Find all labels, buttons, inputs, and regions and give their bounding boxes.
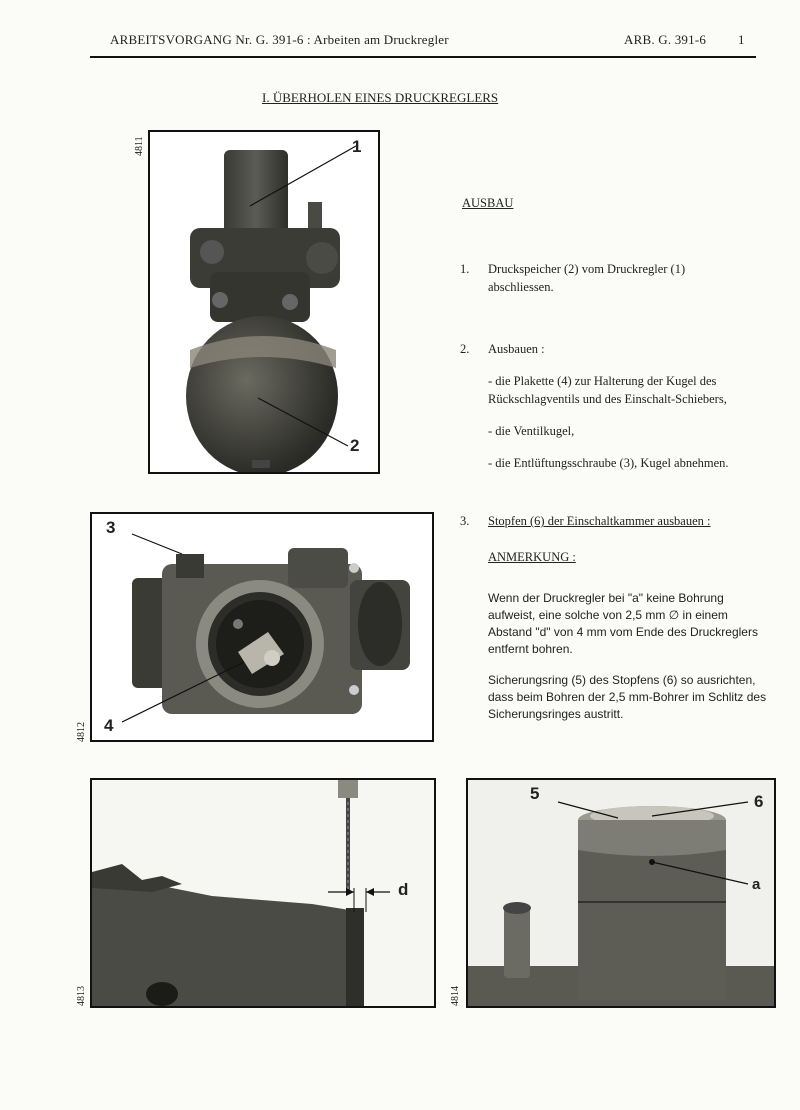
step-2-item-3: - die Entlüftungsschraube (3), Kugel abnehmen. (488, 456, 729, 470)
note-paragraph-1: Wenn der Druckregler bei "a" keine Bohrung aufweist, eine solche von 2,5 mm ∅ in einem Abstand "d" von 4 mm vom Ende des Druckreglers entfernt bohren. (488, 591, 758, 656)
figure-number-4814: 4814 (450, 986, 461, 1006)
note-paragraph-2: Sicherungsring (5) des Stopfens (6) so ausrichten, dass beim Bohren der 2,5 mm-Bohrer im Schlitz des Sicherungsringes austritt. (488, 673, 767, 721)
callout-2: 2 (350, 436, 360, 455)
figure-number-4811: 4811 (134, 136, 145, 156)
callout-6: 6 (754, 792, 764, 811)
header-title: ARBEITSVORGANG Nr. G. 391-6 : Arbeiten am Druckregler (110, 32, 449, 47)
regulator-top-photo (92, 514, 432, 740)
step-2-item-2: - die Ventilkugel, (488, 424, 575, 438)
page-number: 1 (738, 32, 745, 47)
figure-number-4813: 4813 (76, 986, 87, 1006)
drilling-photo (92, 780, 434, 1006)
header-ref: ARB. G. 391-6 (624, 32, 707, 47)
regulator-photo (150, 132, 378, 472)
figure-number-4812: 4812 (76, 722, 87, 742)
ausbau-heading: AUSBAU (462, 196, 514, 210)
callout-a: a (752, 876, 761, 893)
step-2-text: Ausbauen : (488, 342, 545, 356)
note-heading: ANMERKUNG : (488, 550, 576, 564)
callout-3: 3 (106, 518, 116, 537)
header-rule (90, 56, 756, 58)
figure-4812-regulator-top-view (90, 512, 434, 742)
figure-4814-plug (466, 778, 776, 1008)
step-3-number: 3. (460, 514, 470, 528)
step-1-text: Druckspeicher (2) vom Druckregler (1) abschliessen. (488, 262, 686, 294)
callout-1: 1 (352, 137, 362, 156)
step-2-number: 2. (460, 342, 470, 356)
step-3-text: Stopfen (6) der Einschaltkammer ausbauen : (488, 514, 711, 528)
step-1-number: 1. (460, 262, 470, 276)
step-2-item-1: - die Plakette (4) zur Halterung der Kugel des Rückschlagventils und des Einschalt-Schiebers, (488, 374, 727, 406)
callout-5: 5 (530, 784, 540, 803)
plug-photo (468, 780, 774, 1006)
figure-4811-pressure-regulator (148, 130, 380, 474)
figure-4813-drilling (90, 778, 436, 1008)
section-title: I. ÜBERHOLEN EINES DRUCKREGLERS (262, 90, 499, 105)
callout-4: 4 (104, 716, 114, 735)
callout-d: d (398, 880, 409, 899)
